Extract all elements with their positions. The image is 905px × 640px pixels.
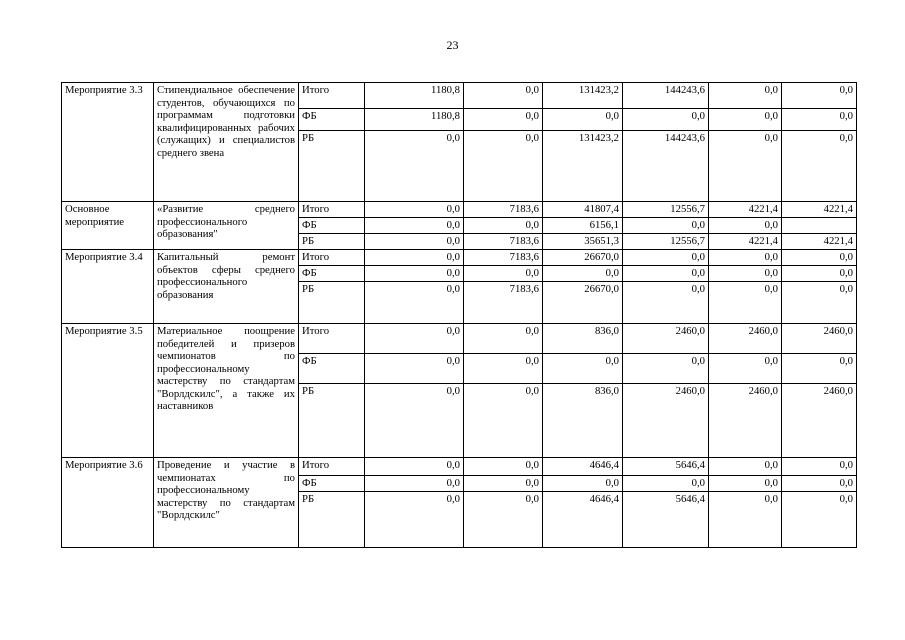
amount-cell: 0,0: [623, 109, 709, 131]
amount-cell: 0,0: [464, 324, 543, 354]
amount-cell: 0,0: [543, 109, 623, 131]
amount-cell: 0,0: [464, 109, 543, 131]
funding-source-cell: РБ: [299, 492, 365, 548]
amount-cell: 0,0: [464, 218, 543, 234]
amount-cell: 1180,8: [365, 109, 464, 131]
amount-cell: 131423,2: [543, 131, 623, 202]
amount-cell: 0,0: [709, 83, 782, 109]
amount-cell: 0,0: [365, 458, 464, 476]
amount-cell: 0,0: [464, 354, 543, 384]
amount-cell: 5646,4: [623, 492, 709, 548]
amount-cell: 0,0: [365, 218, 464, 234]
amount-cell: 0,0: [365, 384, 464, 458]
amount-cell: 0,0: [709, 131, 782, 202]
amount-cell: 0,0: [464, 83, 543, 109]
table-row: [62, 83, 857, 109]
amount-cell: 26670,0: [543, 282, 623, 324]
amount-cell: 0,0: [782, 83, 857, 109]
table-row: [62, 458, 857, 476]
amount-cell: 2460,0: [709, 384, 782, 458]
funding-source-cell: ФБ: [299, 218, 365, 234]
amount-cell: 2460,0: [709, 324, 782, 354]
amount-cell: 0,0: [543, 476, 623, 492]
amount-cell: 0,0: [709, 354, 782, 384]
amount-cell: 836,0: [543, 384, 623, 458]
amount-cell: 0,0: [782, 109, 857, 131]
amount-cell: 0,0: [782, 354, 857, 384]
amount-cell: 5646,4: [623, 458, 709, 476]
amount-cell: 12556,7: [623, 234, 709, 250]
funding-source-cell: РБ: [299, 384, 365, 458]
amount-cell: 0,0: [365, 492, 464, 548]
funding-source-cell: Итого: [299, 458, 365, 476]
amount-cell: 0,0: [365, 250, 464, 266]
amount-cell: 0,0: [464, 384, 543, 458]
amount-cell: 4221,4: [709, 202, 782, 218]
amount-cell: 0,0: [365, 476, 464, 492]
amount-cell: 0,0: [365, 202, 464, 218]
amount-cell: 0,0: [782, 131, 857, 202]
table-row: [62, 202, 857, 218]
amount-cell: 0,0: [709, 109, 782, 131]
amount-cell: 26670,0: [543, 250, 623, 266]
amount-cell: 4221,4: [709, 234, 782, 250]
activity-code-cell: Мероприятие 3.3: [62, 83, 154, 202]
amount-cell: 0,0: [464, 492, 543, 548]
amount-cell: 2460,0: [623, 324, 709, 354]
amount-cell: 0,0: [464, 476, 543, 492]
amount-cell: 0,0: [782, 458, 857, 476]
amount-cell: 144243,6: [623, 131, 709, 202]
amount-cell: 0,0: [365, 324, 464, 354]
amount-cell: [782, 218, 857, 234]
activity-name-cell: Проведение и участие в чемпионатах по профессиональному мастерству по стандартам "Ворлдскилс": [154, 458, 299, 548]
activity-name-cell: Капитальный ремонт объектов сферы среднего профессионального образования: [154, 250, 299, 324]
activity-code-cell: Мероприятие 3.4: [62, 250, 154, 324]
amount-cell: 0,0: [782, 282, 857, 324]
amount-cell: 41807,4: [543, 202, 623, 218]
activity-name-cell: «Развитие среднего профессионального образования": [154, 202, 299, 250]
amount-cell: 0,0: [464, 266, 543, 282]
funding-source-cell: Итого: [299, 202, 365, 218]
amount-cell: 0,0: [623, 218, 709, 234]
amount-cell: 7183,6: [464, 250, 543, 266]
amount-cell: 0,0: [709, 282, 782, 324]
funding-source-cell: ФБ: [299, 266, 365, 282]
page-number: 23: [446, 38, 459, 52]
funding-source-cell: РБ: [299, 234, 365, 250]
amount-cell: 0,0: [464, 131, 543, 202]
amount-cell: 4221,4: [782, 202, 857, 218]
budget-table: [61, 82, 857, 548]
amount-cell: 131423,2: [543, 83, 623, 109]
amount-cell: 2460,0: [623, 384, 709, 458]
activity-code-cell: Мероприятие 3.5: [62, 324, 154, 458]
table-row: [62, 250, 857, 266]
funding-source-cell: Итого: [299, 324, 365, 354]
funding-source-cell: Итого: [299, 250, 365, 266]
amount-cell: 7183,6: [464, 202, 543, 218]
funding-source-cell: РБ: [299, 131, 365, 202]
amount-cell: 0,0: [782, 266, 857, 282]
amount-cell: 0,0: [365, 131, 464, 202]
amount-cell: 0,0: [709, 266, 782, 282]
amount-cell: 0,0: [709, 218, 782, 234]
amount-cell: 836,0: [543, 324, 623, 354]
amount-cell: 0,0: [623, 354, 709, 384]
amount-cell: 0,0: [709, 476, 782, 492]
table-row: [62, 324, 857, 354]
amount-cell: 0,0: [623, 266, 709, 282]
activity-name-cell: Материальное поощрение победителей и призеров чемпионатов по профессиональному мастерству по стандартам "Ворлдскилс", а также их наставников: [154, 324, 299, 458]
amount-cell: 0,0: [623, 476, 709, 492]
funding-source-cell: ФБ: [299, 354, 365, 384]
amount-cell: 0,0: [709, 492, 782, 548]
amount-cell: 4646,4: [543, 458, 623, 476]
activity-name-cell: Стипендиальное обеспечение студентов, обучающихся по программам подготовки квалифицированных рабочих (служащих) и специалистов среднего звена: [154, 83, 299, 202]
amount-cell: 0,0: [543, 354, 623, 384]
activity-code-cell: Мероприятие 3.6: [62, 458, 154, 548]
amount-cell: 6156,1: [543, 218, 623, 234]
amount-cell: 0,0: [782, 492, 857, 548]
amount-cell: 1180,8: [365, 83, 464, 109]
amount-cell: 0,0: [365, 282, 464, 324]
amount-cell: 0,0: [464, 458, 543, 476]
amount-cell: 0,0: [782, 476, 857, 492]
amount-cell: 0,0: [782, 250, 857, 266]
funding-source-cell: Итого: [299, 83, 365, 109]
amount-cell: 0,0: [365, 354, 464, 384]
amount-cell: 35651,3: [543, 234, 623, 250]
amount-cell: 2460,0: [782, 384, 857, 458]
amount-cell: 12556,7: [623, 202, 709, 218]
amount-cell: 7183,6: [464, 282, 543, 324]
amount-cell: 2460,0: [782, 324, 857, 354]
amount-cell: 0,0: [543, 266, 623, 282]
amount-cell: 0,0: [623, 282, 709, 324]
funding-source-cell: РБ: [299, 282, 365, 324]
amount-cell: 0,0: [709, 458, 782, 476]
activity-code-cell: Основное мероприятие: [62, 202, 154, 250]
amount-cell: 0,0: [709, 250, 782, 266]
table-body: [62, 83, 857, 548]
amount-cell: 0,0: [623, 250, 709, 266]
amount-cell: 7183,6: [464, 234, 543, 250]
amount-cell: 144243,6: [623, 83, 709, 109]
amount-cell: 0,0: [365, 266, 464, 282]
funding-source-cell: ФБ: [299, 476, 365, 492]
amount-cell: 0,0: [365, 234, 464, 250]
funding-source-cell: ФБ: [299, 109, 365, 131]
amount-cell: 4646,4: [543, 492, 623, 548]
amount-cell: 4221,4: [782, 234, 857, 250]
